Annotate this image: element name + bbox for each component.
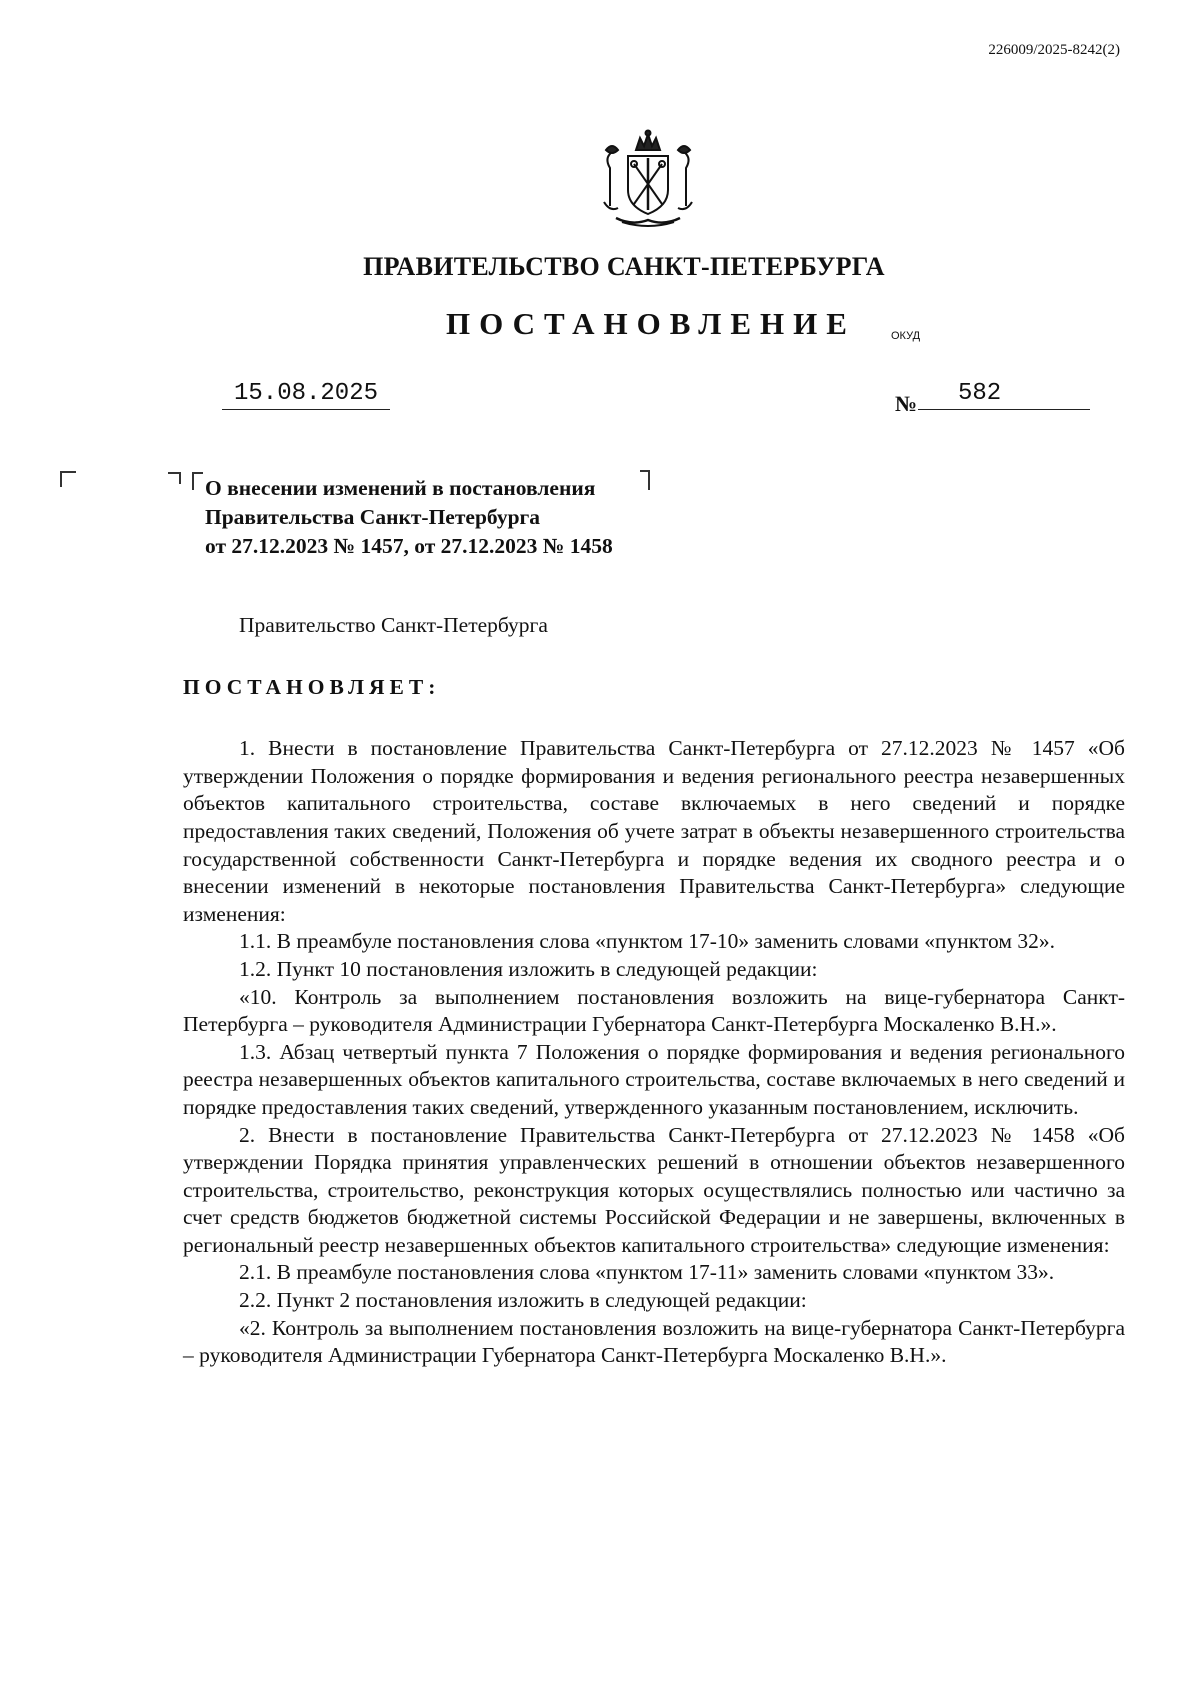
body-paragraph: 1. Внести в постановление Правительства Санкт-Петербурга от 27.12.2023 № 1457 «Об утверждении Положения о порядке формирования и ведения регионального реестра незавершенных объектов капитального строительства, составе включаемых в него сведений и порядке предоставления таких сведений, Положения об учете затрат в объекты незавершенного строительства государственной собственности Санкт-Петербурга и порядке ведения их сводного реестра и о внесении изменений в некоторые постановления Правительства Санкт-Петербурга» следующие изменения: [183, 736, 1125, 926]
document-subject [205, 474, 613, 561]
document-body [183, 612, 1125, 1370]
body-paragraph: 1.1. В преамбуле постановления слова «пунктом 17-10» заменить словами «пунктом 32». [239, 929, 1055, 954]
issuer-text: Правительство Санкт-Петербурга [239, 613, 548, 637]
number-sign: № [895, 391, 918, 416]
okud-label: ОКУД [891, 330, 921, 342]
body-paragraph: 2.1. В преамбуле постановления слова «пунктом 17-11» заменить словами «пунктом 33». [239, 1260, 1055, 1285]
subject-line: Правительства Санкт-Петербурга [205, 505, 541, 529]
document-date: 15.08.2025 [222, 380, 390, 410]
body-paragraph: 1.2. Пункт 10 постановления изложить в следующей редакции: [239, 956, 818, 981]
body-paragraph: «10. Контроль за выполнением постановления возложить на вице-губернатора Санкт-Петербурга – руководителя Администрации Губернатора Санкт-Петербурга Москаленко В.Н.». [183, 984, 1125, 1037]
decree-word: ПОСТАНОВЛЯЕТ: [183, 674, 441, 699]
registration-number: 226009/2025-8242(2) [988, 42, 1120, 58]
document-number: 582 [918, 380, 1090, 410]
body-paragraph: «2. Контроль за выполнением постановления возложить на вице-губернатора Санкт-Петербурга – руководителя Администрации Губернатора Санкт-Петербурга Москаленко В.Н.». [183, 1315, 1125, 1368]
saint-petersburg-coat-of-arms-icon [598, 128, 698, 230]
subject-line: от 27.12.2023 № 1457, от 27.12.2023 № 1458 [205, 534, 613, 558]
subject-line: О внесении изменений в постановления [205, 476, 596, 500]
body-paragraph: 2. Внести в постановление Правительства Санкт-Петербурга от 27.12.2023 № 1458 «Об утверждении Порядка принятия управленческих решений в отношении объектов незавершенного строительства, строительство, реконструкция которых осуществлялись полностью или частично за счет средств бюджетов бюджетной системы Российской Федерации и не завершены, включенных в региональный реестр незавершенных объектов капитального строительства» следующие изменения: [183, 1122, 1125, 1257]
document-type: ПОСТАНОВЛЕНИЕ [446, 306, 856, 341]
body-paragraph: 1.3. Абзац четвертый пункта 7 Положения о порядке формирования и ведения регионального реестра незавершенных объектов капитального строительства, составе включаемых в него сведений и порядке предоставления таких сведений, утвержденного указанным постановлением, исключить. [183, 1039, 1125, 1119]
corner-mark [60, 471, 76, 487]
corner-mark [640, 470, 650, 490]
corner-mark [192, 472, 203, 490]
body-paragraph: 2.2. Пункт 2 постановления изложить в следующей редакции: [239, 1288, 807, 1313]
government-title: ПРАВИТЕЛЬСТВО САНКТ-ПЕТЕРБУРГА [363, 252, 885, 281]
corner-mark [168, 472, 181, 484]
